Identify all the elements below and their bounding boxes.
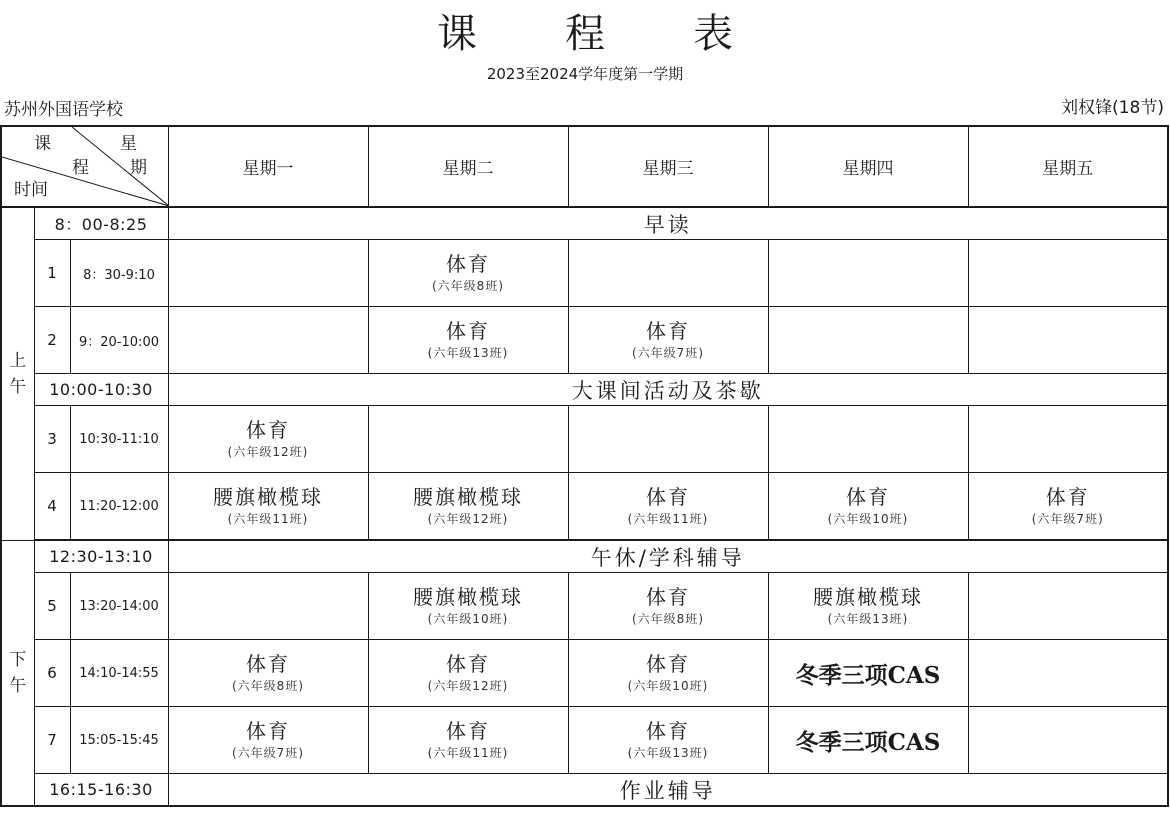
- period-time: 15:05-15:45: [70, 707, 168, 774]
- lesson-cell: [368, 307, 568, 374]
- lesson-subject: 体育: [646, 585, 690, 609]
- period-number: 6: [34, 640, 70, 707]
- period-number: 5: [34, 573, 70, 640]
- corner-label-qi: 期: [130, 158, 147, 178]
- period-row: [1, 307, 1168, 374]
- empty-cell: [968, 406, 1168, 473]
- lesson-class: (六年级8班): [632, 612, 704, 626]
- timetable: [0, 125, 1169, 807]
- lesson-cell: [568, 473, 768, 541]
- lesson-class: (六年级7班): [632, 346, 704, 360]
- empty-cell: [968, 240, 1168, 307]
- lesson-cell: [368, 473, 568, 541]
- lesson-subject: 腰旗橄榄球: [213, 485, 323, 509]
- lesson-subject: 体育: [446, 652, 490, 676]
- period-time: 11:20-12:00: [70, 473, 168, 541]
- lesson-cell: [168, 640, 368, 707]
- lesson-cell: [568, 573, 768, 640]
- lesson-subject: 体育: [446, 319, 490, 343]
- half-label-morning: [1, 207, 34, 540]
- lesson-class: (六年级11班): [227, 512, 309, 526]
- lesson-subject: 体育: [646, 319, 690, 343]
- lesson-subject: 体育: [646, 485, 690, 509]
- corner-label-ke: 课: [34, 134, 51, 154]
- period-number: 1: [34, 240, 70, 307]
- lesson-subject: 腰旗橄榄球: [813, 585, 923, 609]
- empty-cell: [168, 240, 368, 307]
- period-row: [1, 240, 1168, 307]
- lesson-subject: 体育: [246, 719, 290, 743]
- period-row: [1, 573, 1168, 640]
- cas-cell: [768, 707, 968, 774]
- row-noon: [1, 540, 1168, 573]
- lesson-class: (六年级11班): [627, 512, 709, 526]
- lesson-class: (六年级12班): [427, 512, 509, 526]
- lesson-cell: [368, 240, 568, 307]
- empty-cell: [168, 573, 368, 640]
- lesson-class: (六年级13班): [827, 612, 909, 626]
- lesson-subject: 体育: [246, 418, 290, 442]
- empty-cell: [768, 307, 968, 374]
- lesson-class: (六年级7班): [232, 746, 304, 760]
- lesson-class: (六年级12班): [427, 679, 509, 693]
- period-row: [1, 640, 1168, 707]
- lesson-class: (六年级13班): [627, 746, 709, 760]
- row-homework: [1, 774, 1168, 807]
- empty-cell: [968, 707, 1168, 774]
- lesson-class: (六年级8班): [432, 279, 504, 293]
- lesson-subject: 体育: [846, 485, 890, 509]
- half-label-afternoon-text: 下 午: [9, 649, 27, 696]
- page-title: [0, 8, 1170, 60]
- title-char-3: 表: [693, 11, 733, 57]
- activity-break: 大课间活动及茶歇: [168, 374, 1168, 406]
- period-row: [1, 473, 1168, 541]
- period-row: [1, 707, 1168, 774]
- empty-cell: [968, 640, 1168, 707]
- lesson-cell: [168, 707, 368, 774]
- lesson-cell: [768, 473, 968, 541]
- lesson-cell: [568, 707, 768, 774]
- activity-homework: 作业辅导: [168, 774, 1168, 807]
- teacher-name: 刘权锋(18节): [1061, 98, 1164, 118]
- empty-cell: [768, 406, 968, 473]
- day-header-mon: 星期一: [168, 126, 368, 207]
- lesson-class: (六年级10班): [827, 512, 909, 526]
- cas-label: 冬季三项CAS: [795, 728, 941, 756]
- school-name: 苏州外国语学校: [4, 100, 123, 120]
- lesson-class: (六年级11班): [427, 746, 509, 760]
- period-number: 3: [34, 406, 70, 473]
- term-subtitle: 2023至2024学年度第一学期: [486, 65, 684, 83]
- time-zaodu: 8：00-8:25: [34, 207, 168, 240]
- lesson-cell: [968, 473, 1168, 541]
- lesson-class: (六年级10班): [627, 679, 709, 693]
- lesson-class: (六年级8班): [232, 679, 304, 693]
- period-number: 7: [34, 707, 70, 774]
- corner-label-xing: 星: [120, 134, 137, 154]
- empty-cell: [168, 307, 368, 374]
- empty-cell: [968, 573, 1168, 640]
- cas-cell: [768, 640, 968, 707]
- time-break: 10:00-10:30: [34, 374, 168, 406]
- half-label-afternoon: [1, 540, 34, 806]
- lesson-subject: 体育: [246, 652, 290, 676]
- period-time: 10:30-11:10: [70, 406, 168, 473]
- day-header-wed: 星期三: [568, 126, 768, 207]
- period-time: 13:20-14:00: [70, 573, 168, 640]
- empty-cell: [568, 406, 768, 473]
- title-char-2: 程: [565, 11, 605, 57]
- day-header-thu: 星期四: [768, 126, 968, 207]
- period-time: 9：20-10:00: [70, 307, 168, 374]
- lesson-subject: 体育: [646, 652, 690, 676]
- lesson-cell: [768, 573, 968, 640]
- lesson-class: (六年级12班): [227, 445, 309, 459]
- corner-label-cheng: 程: [72, 158, 89, 178]
- activity-zaodu: 早读: [168, 207, 1168, 240]
- day-header-tue: 星期二: [368, 126, 568, 207]
- day-header-fri: 星期五: [968, 126, 1168, 207]
- lesson-cell: [368, 707, 568, 774]
- lesson-subject: 腰旗橄榄球: [413, 585, 523, 609]
- lesson-subject: 体育: [1045, 485, 1090, 509]
- corner-label-time: 时间: [14, 180, 48, 200]
- half-label-morning-text: 上 午: [9, 350, 27, 397]
- lesson-cell: [568, 640, 768, 707]
- lesson-subject: 体育: [446, 719, 490, 743]
- title-char-1: 课: [437, 11, 477, 57]
- lesson-cell: [368, 573, 568, 640]
- time-homework: 16:15-16:30: [34, 774, 168, 807]
- header-row: [1, 126, 1168, 207]
- period-time: 14:10-14:55: [70, 640, 168, 707]
- period-row: [1, 406, 1168, 473]
- period-number: 2: [34, 307, 70, 374]
- period-number: 4: [34, 473, 70, 541]
- lesson-class: (六年级7班): [1031, 512, 1104, 526]
- corner-cell: [1, 126, 168, 207]
- empty-cell: [968, 307, 1168, 374]
- lesson-class: (六年级10班): [427, 612, 509, 626]
- lesson-subject: 体育: [646, 719, 690, 743]
- lesson-subject: 体育: [446, 252, 490, 276]
- lesson-subject: 腰旗橄榄球: [413, 485, 523, 509]
- time-noon: 12:30-13:10: [34, 540, 168, 573]
- row-zaodu: [1, 207, 1168, 240]
- lesson-class: (六年级13班): [427, 346, 509, 360]
- empty-cell: [568, 240, 768, 307]
- empty-cell: [368, 406, 568, 473]
- activity-noon: 午休/学科辅导: [168, 540, 1168, 573]
- row-break: [1, 374, 1168, 406]
- lesson-cell: [568, 307, 768, 374]
- empty-cell: [768, 240, 968, 307]
- lesson-cell: [368, 640, 568, 707]
- period-time: 8：30-9:10: [70, 240, 168, 307]
- cas-label: 冬季三项CAS: [795, 661, 941, 689]
- lesson-cell: [168, 473, 368, 541]
- lesson-cell: [168, 406, 368, 473]
